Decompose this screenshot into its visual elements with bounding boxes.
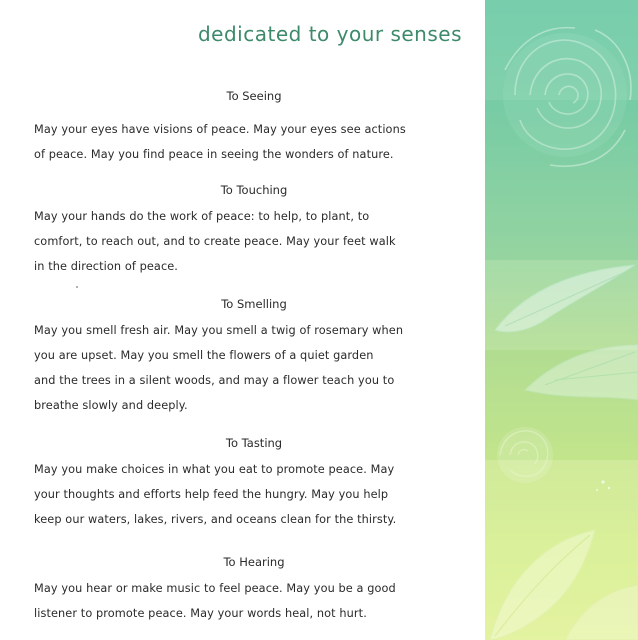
text-line: May you make choices in what you eat to promote peace. May bbox=[34, 463, 395, 476]
section-heading-tasting: To Tasting bbox=[225, 436, 283, 450]
text-line: in the direction of peace. bbox=[34, 260, 178, 273]
section-body-tasting bbox=[34, 457, 480, 532]
page-title: dedicated to your senses bbox=[197, 22, 462, 46]
section-heading-hearing: To Hearing bbox=[223, 555, 285, 569]
text-line: and the trees in a silent woods, and may a flower teach you to bbox=[34, 374, 395, 387]
text-line: your thoughts and efforts help feed the hungry. May you help bbox=[34, 488, 389, 501]
section-heading-touching: To Touching bbox=[220, 183, 288, 197]
text-line: May you hear or make music to feel peace. May you be a good bbox=[34, 582, 396, 595]
text-line: of peace. May you find peace in seeing the wonders of nature. bbox=[34, 148, 394, 161]
text-line: May your eyes have visions of peace. May your eyes see actions bbox=[34, 123, 406, 136]
text-line: keep our waters, lakes, rivers, and oceans clean for the thirsty. bbox=[34, 513, 397, 526]
text-line: May you smell fresh air. May you smell a twig of rosemary when bbox=[34, 324, 404, 337]
section-body-hearing bbox=[34, 576, 480, 626]
section-heading-seeing: To Seeing bbox=[226, 89, 282, 103]
floral-decoration-band bbox=[485, 0, 638, 640]
section-body-smelling bbox=[34, 318, 480, 418]
section-heading-smelling: To Smelling bbox=[221, 297, 287, 311]
text-line: May your hands do the work of peace: to help, to plant, to bbox=[34, 210, 370, 223]
text-line: listener to promote peace. May your words heal, not hurt. bbox=[34, 607, 367, 620]
text-line: breathe slowly and deeply. bbox=[34, 399, 188, 412]
paper-speck bbox=[76, 286, 78, 288]
carnation-flower-icon bbox=[497, 427, 553, 483]
floral-illustration bbox=[485, 0, 638, 640]
section-body-seeing bbox=[34, 117, 480, 167]
section-body-touching bbox=[34, 204, 480, 279]
text-line: you are upset. May you smell the flowers of a quiet garden bbox=[34, 349, 374, 362]
text-line: comfort, to reach out, and to create peace. May your feet walk bbox=[34, 235, 396, 248]
